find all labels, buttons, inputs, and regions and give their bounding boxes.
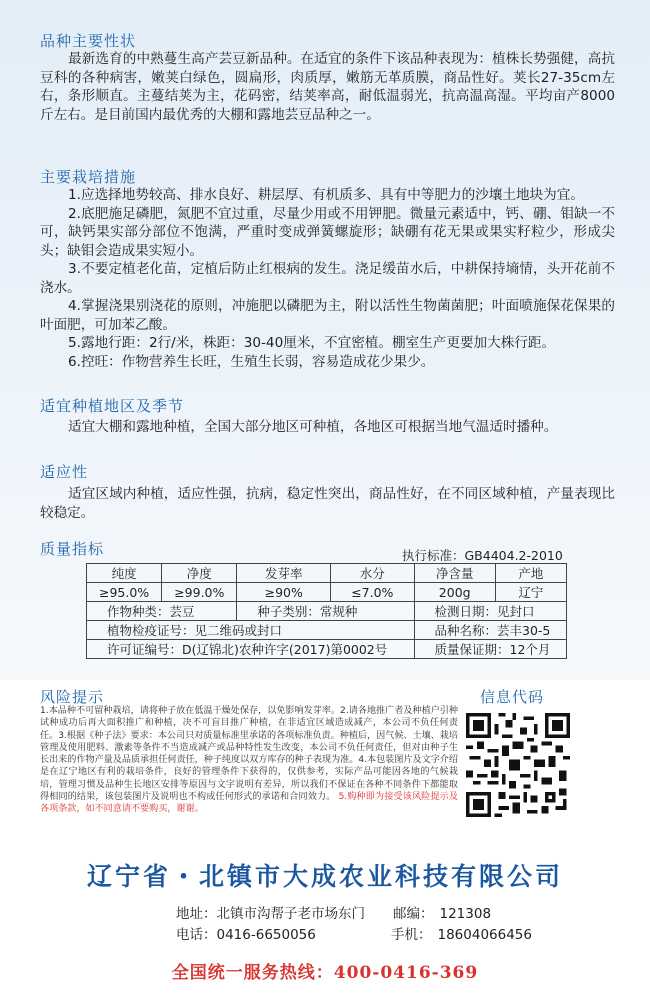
postcode-line (393, 902, 491, 922)
section-title-adapt: 适应性 (40, 463, 89, 481)
table-row (87, 583, 567, 602)
mobile-label: 手机： (391, 927, 432, 943)
region-paragraph (40, 418, 615, 437)
table-header-cell: 发芽率 (237, 564, 331, 583)
service-hotline: 全国统一服务热线：400-0416-369 (171, 963, 479, 983)
variety-name-cell: 品种名称：芸丰30-5 (414, 621, 566, 640)
table-row (87, 640, 567, 659)
section-title-quality: 质量指标 (40, 540, 105, 558)
postcode-label: 邮编： (393, 906, 434, 922)
cultivation-step: 1.应选择地势较高、排水良好、耕层厚、有机质多、具有中等肥力的沙壤土地块为宜。 (68, 187, 584, 203)
cultivation-step: 3.不要定植老化苗，定植后防止红根病的发生。浇足缓苗水后，中耕保持墒情，头开花前不浇水。 (40, 261, 615, 296)
test-date-cell: 检测日期：见封口 (414, 602, 566, 621)
table-header-cell: 净含量 (414, 564, 495, 583)
crop-type-cell: 作物种类：芸豆 (87, 602, 237, 621)
section-title-traits: 品种主要性状 (40, 32, 137, 50)
cultivation-step: 2.底肥施足磷肥，氮肥不宜过重，尽量少用或不用钾肥。微量元素适中，钙、硼、钼缺一不可，缺钙果实部分部位不饱满，严重时变成弹簧螺旋形；缺硼有花无果或果实籽粒少，形成尖头；缺钼会造成果实短小。 (40, 205, 615, 259)
license-cell: 许可证编号：D(辽锦北)农种许字(2017)第0002号 (87, 640, 415, 659)
execution-standard: 执行标准：GB4404.2-2010 (402, 548, 563, 563)
address-label: 地址： (176, 906, 217, 922)
risk-warning: 5.购种即为接受该风险提示及各项条款，如不同意请不要购买，谢谢。 (40, 792, 458, 815)
table-header-cell: 产地 (495, 564, 566, 583)
table-cell: 辽宁 (495, 583, 566, 602)
table-cell: ≥99.0% (162, 583, 237, 602)
quarantine-cell: 植物检疫证号：见二维码或封口 (87, 621, 415, 640)
phone-value: 0416-6650056 (216, 927, 316, 943)
cultivation-step: 5.露地行距：2行/米，株距：30-40厘米，不宜密植。棚室生产更要加大株行距。 (68, 335, 556, 351)
risk-paragraph (40, 705, 458, 816)
region-text: 适宜大棚和露地种植，全国大部分地区可种植，各地区可根据当地气温适时播种。 (68, 419, 558, 435)
section-title-cultivation: 主要栽培措施 (40, 168, 137, 186)
table-row (87, 621, 567, 640)
section-title-region: 适宜种植地区及季节 (40, 397, 185, 415)
risk-text: 1.本品种不可留种栽培，请将种子放在低温干燥处保存，以免影响发芽率。2.请各地推广者及种植户引种试种成功后再大面积推广和种植，决不可盲目推广种植，在非适宜区域造成减产，本公司不负任何责任。3.根据《种子法》要求：本公司只对质量标准里承诺的各项标准负责。种植后，因气候、土壤、栽培管理及使用肥料、激素等条件不当造成减产或品种特性发生改变，本公司不负任何责任，但对由种子生长出来的作物产量及品质承担任何责任，种子纯度以双方库存的种子表现为准。4.本包装图片及文字介绍是在辽宁地区有利的栽培条件，良好的管理条件下获得的，仅供参考，实际产品可能因各地的气候栽培，管理习惯及品种生长地区安排等原因与文字说明有差异，所以我们不保证在各种不同条件下都能取得相同的结果，该包装图片及说明也不构成任何形式的承诺和合同效力。 (40, 706, 458, 803)
table-header-cell: 净度 (162, 564, 237, 583)
cultivation-step: 6.控旺：作物营养生长旺，生殖生长弱，容易造成花少果少。 (68, 353, 435, 370)
company-name: 辽宁省・北镇市大成农业科技有限公司 (86, 862, 563, 891)
warranty-cell: 质量保证期：12个月 (414, 640, 566, 659)
phone-label: 电话： (176, 927, 217, 943)
address-value: 北镇市沟帮子老市场东门 (216, 906, 365, 922)
info-code-title: 信息代码 (480, 688, 545, 706)
adapt-paragraph (40, 485, 615, 522)
traits-text: 最新选育的中熟蔓生高产芸豆新品种。在适宜的条件下该品种表现为：植株长势强健，高抗豆科的各种病害，嫩荚白绿色，圆扁形，肉质厚，嫩筋无革质膜，商品性好。荚长27-35cm左右，条形顺直。主蔓结荚为主，花码密，结荚率高，耐低温弱光，抗高温高湿。平均亩产8000斤左右。是目前国内最优秀的大棚和露地芸豆品种之一。 (40, 51, 615, 123)
table-header-row (87, 564, 567, 583)
traits-paragraph (40, 50, 615, 124)
table-cell: ≥95.0% (87, 583, 162, 602)
table-header-cell: 水分 (331, 564, 414, 583)
cultivation-step: 4.掌握浇果别浇花的原则，冲施肥以磷肥为主，附以活性生物菌菌肥；叶面喷施保花保果的叶面肥，可加苯乙酸。 (40, 298, 615, 333)
quality-table (86, 563, 567, 659)
postcode-value: 121308 (439, 906, 492, 922)
table-header-cell: 纯度 (87, 564, 162, 583)
mobile-line (391, 923, 532, 943)
table-cell: ≤7.0% (331, 583, 414, 602)
section-title-risk: 风险提示 (40, 688, 105, 706)
table-cell: 200g (414, 583, 495, 602)
seed-type-cell: 种子类别：常规种 (237, 602, 414, 621)
qr-code-icon[interactable] (466, 713, 570, 817)
table-cell: ≥90% (237, 583, 331, 602)
phone-line (176, 923, 316, 943)
mobile-value: 18604066456 (437, 927, 532, 943)
address-line (176, 902, 365, 922)
cultivation-list (40, 186, 615, 371)
table-row (87, 602, 567, 621)
adapt-text: 适宜区域内种植，适应性强，抗病，稳定性突出，商品性好，在不同区域种植，产量表现比较稳定。 (40, 486, 615, 521)
